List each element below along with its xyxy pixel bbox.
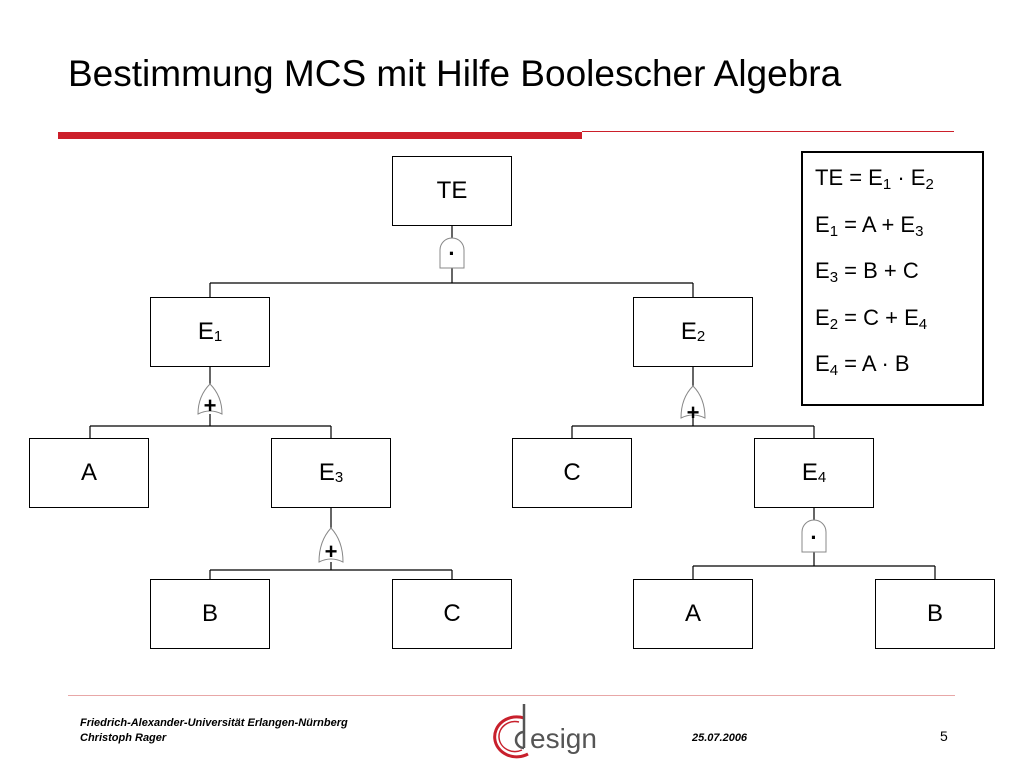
event-box-e2: E $_2$	[633, 297, 753, 367]
equation-e4: $E_4 = A \cdot B$	[815, 351, 910, 379]
event-box-c-bottom: C	[392, 579, 512, 649]
event-box-e1: E $_1$	[150, 297, 270, 367]
event-box-te: TE	[392, 156, 512, 226]
design-logo-mark	[488, 704, 612, 764]
footer-divider	[68, 695, 955, 696]
gate-symbol-e2: +	[686, 400, 700, 425]
equation-e3: $E_3 = B + C$	[815, 258, 919, 286]
equation-e2: $E_2 = C + E_4$	[815, 304, 928, 333]
equations-box	[801, 151, 984, 406]
equation-te: TE = $E_1 \cdot E_2$	[815, 165, 934, 193]
event-box-b-right: B	[875, 579, 995, 649]
footer-date: 25.07.2006	[692, 732, 748, 744]
equation-e1: $E_1 = A + E_3$	[815, 211, 924, 240]
gate-symbol-e4: ·	[810, 525, 818, 550]
page-number: 5	[940, 728, 948, 744]
footer-university: Friedrich-Alexander-Universität Erlangen-Nürnberg	[80, 717, 348, 729]
gate-symbol-e3: +	[324, 539, 338, 564]
slide-title: Bestimmung MCS mit Hilfe Boolescher Algebra	[68, 53, 842, 94]
gate-symbol-e1: +	[203, 393, 217, 418]
event-box-e4: E $_4$	[754, 438, 874, 508]
footer-author: Christoph Rager	[80, 732, 167, 744]
gate-symbol-te: ·	[448, 241, 456, 266]
event-box-a-left: A	[29, 438, 149, 508]
design-logo-text: esign	[530, 723, 597, 754]
event-box-a-bottom: A	[633, 579, 753, 649]
design-logo	[488, 704, 612, 769]
event-box-b-left: B	[150, 579, 270, 649]
event-box-c-middle: C	[512, 438, 632, 508]
event-box-e3: E $_3$	[271, 438, 391, 508]
